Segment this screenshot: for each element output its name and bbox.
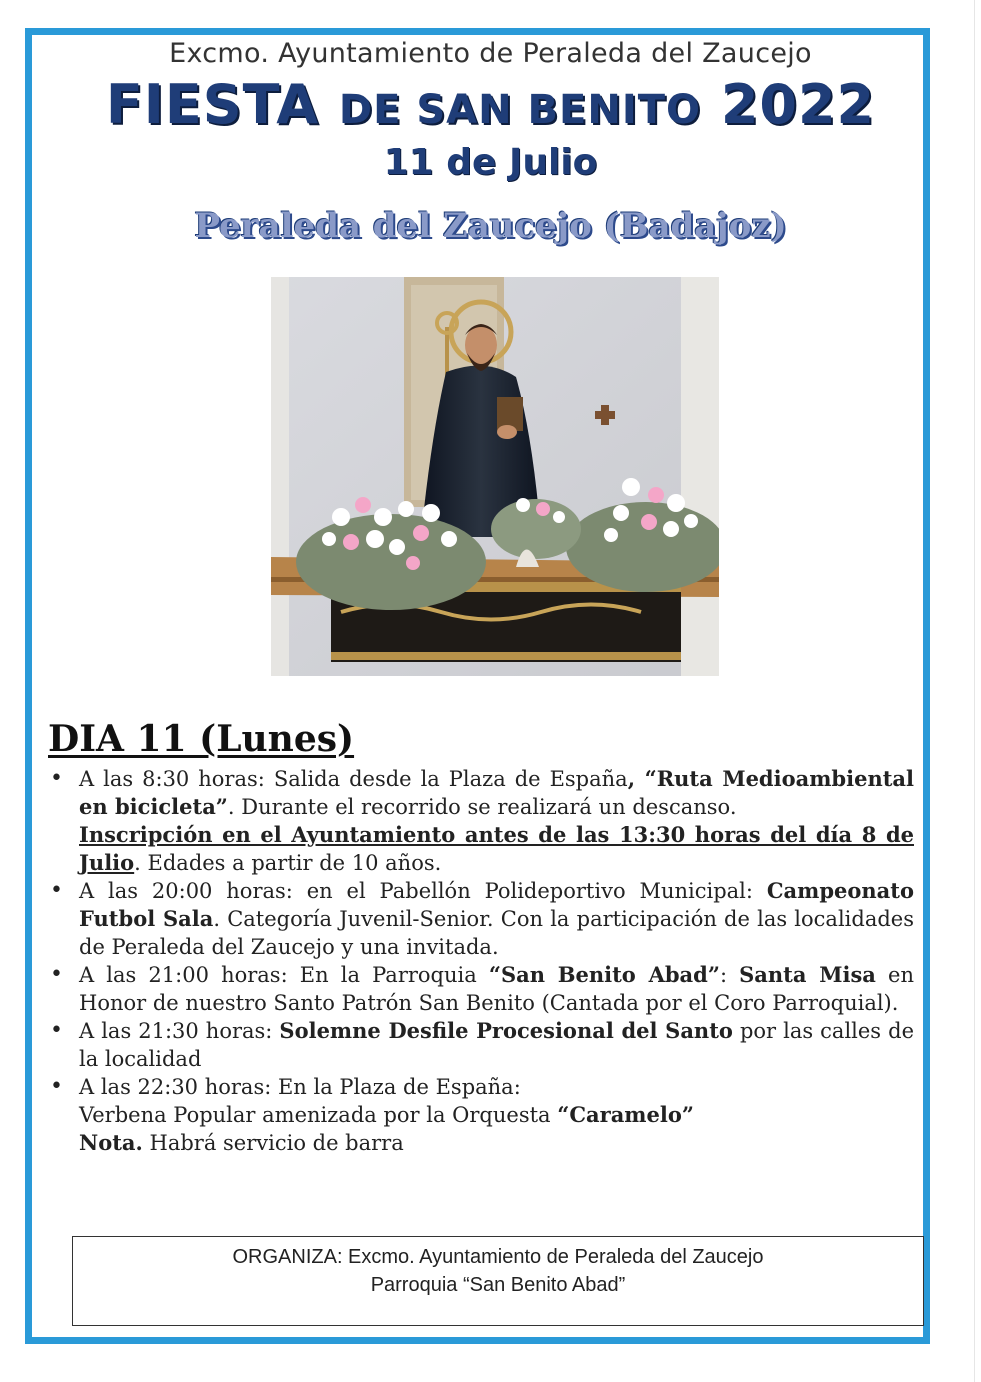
event-text: . Durante el recorrido se realizará un descanso. <box>227 795 737 819</box>
organizer-header: Excmo. Ayuntamiento de Peraleda del Zaucejo <box>169 38 812 69</box>
event-highlight: Campeonato Futbol Sala <box>79 878 914 931</box>
poster-date: 11 de Julio <box>383 142 598 183</box>
title-word-fiesta: FIESTA <box>105 73 320 136</box>
event-text: en Honor de nuestro Santo Patrón San Benito (Cantada por el Coro Parroquial). <box>79 963 914 1015</box>
statue-photo-drawing <box>271 277 719 676</box>
event-text: por las calles de la localidad <box>79 1019 914 1071</box>
list-item <box>48 1017 914 1073</box>
event-text: . Edades a partir de 10 años. <box>134 851 442 875</box>
poster-title <box>0 75 981 140</box>
events-list <box>48 765 914 1157</box>
event-note-label: Nota. <box>79 1130 143 1155</box>
event-text: A las 21:30 horas: <box>79 1019 280 1043</box>
event-text: Habrá servicio de barra <box>142 1131 404 1155</box>
event-text: A las 8:30 horas: Salida desde la Plaza de España <box>79 767 628 791</box>
event-highlight: Solemne Desfile Procesional del Santo <box>279 1018 733 1043</box>
event-text: A las 21:00 horas: En la Parroquia <box>79 963 489 987</box>
poster-place: Peraleda del Zaucejo (Badajoz) <box>194 206 787 246</box>
organizers-box <box>72 1236 924 1326</box>
event-text: . Categoría Juvenil-Senior. Con la participación de las localidades de Peraleda del Zaucejo y una invitada. <box>79 907 914 959</box>
event-highlight: Santa Misa <box>739 962 876 987</box>
event-registration-note: Inscripción en el Ayuntamiento antes de las 13:30 horas del día 8 de Julio <box>79 822 914 875</box>
event-text: : <box>719 963 740 987</box>
list-item <box>48 877 914 961</box>
organizers-line-1: ORGANIZA: Excmo. Ayuntamiento de Peraleda del Zaucejo <box>232 1246 764 1268</box>
day-heading: DIA 11 (Lunes) <box>48 718 355 760</box>
event-highlight: , “Ruta Medioambiental en bicicleta” <box>79 766 915 819</box>
saint-statue-photo <box>271 277 719 676</box>
event-text: A las 22:30 horas: En la Plaza de España: <box>79 1075 521 1099</box>
list-item <box>48 1073 914 1157</box>
event-highlight: “San Benito Abad” <box>488 962 720 987</box>
list-item <box>48 961 914 1017</box>
title-year: 2022 <box>720 73 876 136</box>
event-text: Verbena Popular amenizada por la Orquesta <box>79 1103 558 1127</box>
event-highlight: “Caramelo” <box>557 1102 694 1127</box>
organizers-line-2: Parroquia “San Benito Abad” <box>370 1274 626 1296</box>
list-item <box>48 765 914 877</box>
title-words-de-san-benito: DE SAN BENITO <box>338 87 701 133</box>
event-text: A las 20:00 horas: en el Pabellón Polideportivo Municipal: <box>79 879 767 903</box>
